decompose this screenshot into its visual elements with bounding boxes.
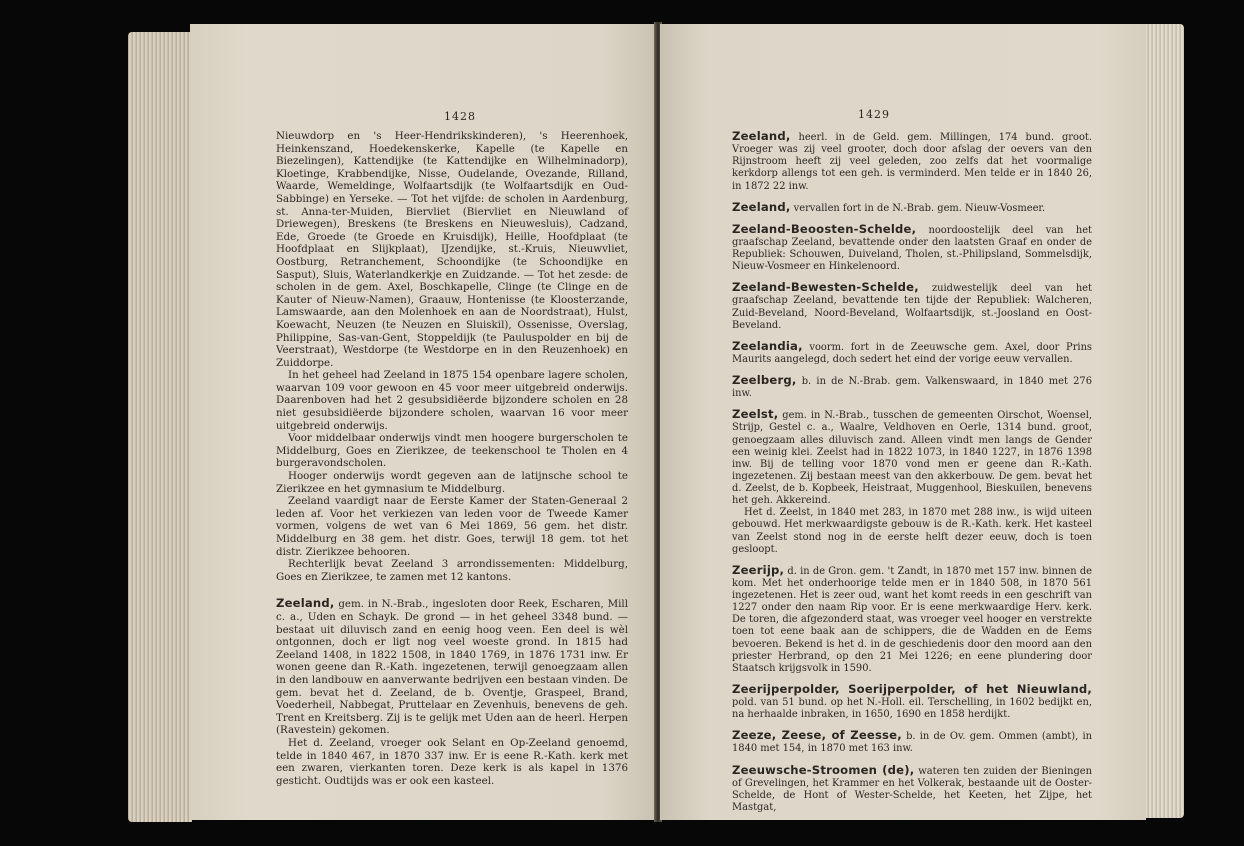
entry-text: gem. in N.-Brab., ingesloten door Reek, Escharen, Mill c. a., Uden en Schayk. De grond — in het geheel 3348 bund. — bestaat uit diluvisch zand en eenig hoog veen. Een deel is wèl ontgonnen, doch er ligt nog veel woeste grond. In 1815 had Zeeland 1408, in 1822 1508, in 1840 1769, in 1876 1731 inw. Er wonen geene dan R.-Kath. ingezetenen, terwijl genoegzaam allen in den landbouw en aanverwante bedrijven een bestaan vinden. De gem. bevat het d. Zeeland, de b. Oventje, Graspeel, Brand, Voederheil, Nabbegat, Pruttelaar en Zevenhuis, benevens de geh. Trent en Kreitsberg. Zij is te gelijk met Uden aan de heerl. Herpen (Ravestein) gekomen.: [276, 598, 628, 737]
entry-text: voorm. fort in de Zeeuwsche gem. Axel, door Prins Maurits aangelegd, doch sedert het eind der vorige eeuw vervallen.: [732, 341, 1093, 365]
paragraph: Nieuwdorp en 's Heer-Hendrikskinderen), 's Heerenhoek, Heinkenszand, Hoedekenskerke, Kapelle (te Kapelle en Biezelingen), Kattendijke (te Kattendijke en Wilhelminadorp), Kloetinge, Krabbendijke, Nisse, Oudelande, Ovezande, Rilland, Waarde, Wemeldinge, Wolfaartsdijk (te Wolfaartsdijk en Oud-Sabbinge) en Yerseke. — Tot het vijfde: de scholen in Aardenburg, st. Anna-ter-Muiden, Biervliet (Biervliet en Nieuwland of Driewegen), Breskens (te Breskens en Nieuwesluis), Cadzand, Ede, Groede (te Groede en Kruisdijk), Heille, Hoofdplaat (te Hoofdplaat en Slijkplaat), IJzendijke, st.-Kruis, Nieuwvliet, Oostburg, Retranchement, Schoondijke (te Schoondijke en Sasput), Sluis, Waterlandkerkje en Zuidzande. — Tot het zesde: de scholen in de gem. Axel, Boschkapelle, Clinge (te Clinge en de Kauter of Nieuw-Namen), Graauw, Hontenisse (te Kloosterzande, Lamswaarde, aan den Molenhoek en aan de Noordstraat), Hulst, Koewacht, Neuzen (te Neuzen en Sluiskil), Ossenisse, Overslag, Philippine, Sas-van-Gent, Stoppeldijk (te Pauluspolder en bij de Veerstraat), Westdorpe (te Westdorpe en in den Reuzenhoek) en Zuiddorpe.: [276, 130, 628, 369]
headword: Zeerijp,: [732, 562, 785, 577]
entry: [732, 223, 1092, 274]
headword: Zeeland-Bewesten-Schelde,: [732, 280, 919, 295]
entry-text: zuidwestelijk deel van het graafschap Zeeland, bevattende ten tijde der Republiek: Walcheren, Zuid-Beveland, Noord-Beveland, Wolfaartsdijk, st.-Joosland en Oost-Beveland.: [732, 283, 1092, 331]
headword: Zeelst,: [732, 407, 779, 422]
entry-continuation: Het d. Zeeland, vroeger ook Selant en Op-Zeeland genoemd, telde in 1840 467, in 1870 337 inw. Er is eene R.-Kath. kerk met een zwaren, vierkanten toren. Deze kerk is als kapel in 1376 gesticht. Oudtijds was er ook een kasteel.: [276, 736, 628, 787]
entry-text: b. in de Ov. gem. Ommen (ambt), in 1840 met 154, in 1870 met 163 inw.: [732, 731, 1093, 755]
entry: [732, 201, 1092, 215]
left-page-edges: [128, 32, 192, 822]
headword: Zeeuwsche-Stroomen (de),: [732, 762, 915, 777]
entry-text: wateren ten zuiden der Bieningen of Grevelingen, het Krammer en het Volkerak, bestaande uit de Ooster-Schelde, de Hont of Wester-Schelde, het Keeten, het Zijpe, het Mastgat,: [732, 765, 1093, 813]
entry-text: vervallen fort in de N.-Brab. gem. Nieuw-Vosmeer.: [793, 202, 1046, 214]
right-page-edges: [1144, 24, 1184, 818]
paragraph: Hooger onderwijs wordt gegeven aan de latijnsche school te Zierikzee en het gymnasium te Middelburg.: [276, 470, 628, 495]
headword: Zeerijperpolder, Soerijperpolder, of het Nieuwland,: [732, 681, 1092, 696]
right-page-text: [732, 130, 1092, 814]
entry-text: d. in de Gron. gem. 't Zandt, in 1870 met 157 inw. binnen de kom. Met het onderhoorige telde men er in 1840 508, in 1870 561 ingezetenen. Het is zeer oud, want het komt reeds in een geschrift van 1227 onder den naam Rip voor. Er is eene merkwaardige Herv. kerk. De toren, die afgezonderd staat, was vroeger veel hooger en verstrekte toen tot eene baak aan de schippers, die de Wadden en de Eems bevoeren. Bekend is het d. in de geschiedenis door den moord aan den priester Herbrand, op den 21 Mei 1226; en eene plundering door Staatsch krijgsvolk in 1590.: [732, 565, 1092, 674]
entry-text: pold. van 51 bund. op het N.-Holl. eil. Terschelling, in 1602 bedijkt en, na herhaalde inbraken, in 1650, 1690 en 1858 herdijkt.: [732, 697, 1092, 721]
entry: [732, 130, 1092, 193]
entry: [732, 340, 1092, 366]
entry-text: heerl. in de Geld. gem. Millingen, 174 bund. groot. Vroeger was zij veel grooter, doch door afslag der oevers van den Rijnstroom heeft zij veel geleden, zoo zelfs dat het voormalige kerkdorp allengs tot een geh. is verminderd. Men telde er in 1840 26, in 1872 22 inw.: [732, 132, 1092, 192]
left-page: [190, 24, 656, 820]
entry-text: gem. in N.-Brab., tusschen de gemeenten Oirschot, Woensel, Strijp, Gestel c. a., Waalre, Veldhoven en Oerle, 1314 bund. groot, genoegzaam alles diluvisch zand. Alleen vindt men langs de Gender een weinig klei. Zeelst had in 1822 1073, in 1840 1227, in 1876 1398 inw. Bij de telling voor 1870 vond men er geene dan R.-Kath. ingezetenen. Zij bestaan meest van den akkerbouw. De gem. bevat het d. Zeelst, de b. Kopbeek, Heistraat, Muggenhool, Bieskuilen, benevens het geh. Akkereind.: [732, 410, 1092, 507]
headword: Zeeland,: [732, 199, 791, 214]
entry: [732, 408, 1092, 507]
headword: Zeeland,: [732, 129, 791, 143]
headword: Zeelandia,: [732, 338, 803, 353]
entry: [732, 729, 1092, 755]
entry: [732, 564, 1092, 675]
entry: [276, 597, 628, 737]
headword: Zeelberg,: [732, 373, 797, 387]
paragraph: Zeeland vaardigt naar de Eerste Kamer der Staten-Generaal 2 leden af. Voor het verkiezen van leden voor de Tweede Kamer vormen, volgens de wet van 6 Mei 1869, 56 gem. het distr. Middelburg en 38 gem. het distr. Goes, terwijl 18 gem. tot het distr. Zierikzee behooren.: [276, 495, 628, 558]
entry: [732, 374, 1092, 400]
entry-text: b. in de N.-Brab. gem. Valkenswaard, in 1840 met 276 inw.: [732, 376, 1093, 400]
left-page-text: [276, 130, 628, 787]
headword: Zeeland-Beoosten-Schelde,: [732, 221, 917, 236]
paragraph: In het geheel had Zeeland in 1875 154 openbare lagere scholen, waarvan 109 voor gewoon en 45 voor meer uitgebreid onderwijs. Daarenboven had het 2 gesubsidiëerde bijzondere scholen en 28 niet gesubsidiëerde bijzondere scholen, waarvan 16 voor meer uitgebreid onderwijs.: [276, 369, 628, 432]
entry: [732, 683, 1092, 721]
paragraph: Rechterlijk bevat Zeeland 3 arrondissementen: Middelburg, Goes en Zierikzee, te zamen met 12 kantons.: [276, 558, 628, 583]
right-page: [660, 24, 1146, 820]
entry: [732, 764, 1092, 815]
entry-continuation: Het d. Zeelst, in 1840 met 283, in 1870 met 288 inw., is wijd uiteen gebouwd. Het merkwaardigste gebouw is de R.-Kath. kerk. Het kasteel van Zeelst stond nog in de eerste helft dezer eeuw, doch is toen gesloopt.: [732, 507, 1092, 555]
page-number: 1428: [444, 110, 476, 123]
headword: Zeeze, Zeese, of Zeesse,: [732, 728, 902, 743]
entry: [732, 281, 1092, 332]
open-book: [128, 18, 1184, 824]
entry-text: noordoostelijk deel van het graafschap Zeeland, bevattende onder den laatsten Graaf en onder de Republiek: Schouwen, Duiveland, Tholen, st.-Philipsland, Sommelsdijk, Nieuw-Vosmeer en Hinkelenoord.: [732, 224, 1093, 273]
page-number: 1429: [858, 108, 890, 121]
paragraph: Voor middelbaar onderwijs vindt men hoogere burgerscholen te Middelburg, Goes en Zierikzee, de teekenschool te Tholen en 4 burgeravondscholen.: [276, 432, 628, 470]
headword: Zeeland,: [276, 596, 335, 611]
